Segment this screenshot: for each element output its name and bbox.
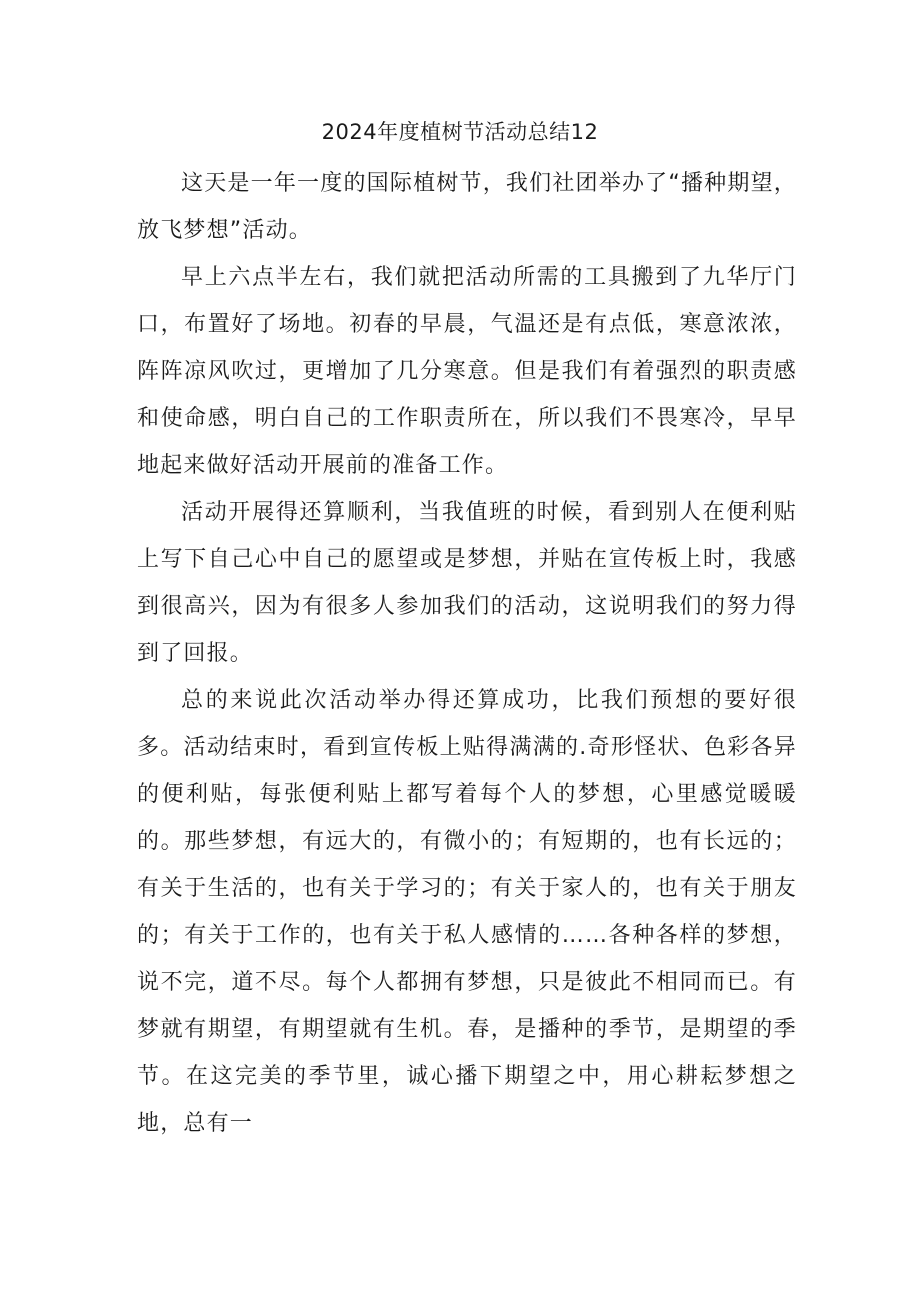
document-body (137, 160, 797, 1147)
paragraph-activity: 活动开展得还算顺利，当我值班的时候，看到别人在便利贴上写下自己心中自己的愿望或是梦想，并贴在宣传板上时，我感到很高兴，因为有很多人参加我们的活动，这说明我们的努力得到了回报。 (137, 500, 797, 666)
paragraph-preparation: 早上六点半左右，我们就把活动所需的工具搬到了九华厅门口，布置好了场地。初春的早晨，气温还是有点低，寒意浓浓，阵阵凉风吹过，更增加了几分寒意。但是我们有着强烈的职责感和使命感，明白自己的工作职责所在，所以我们不畏寒冷，早早地起来做好活动开展前的准备工作。 (137, 265, 797, 478)
paragraph-intro: 这天是一年一度的国际植树节，我们社团举办了“播种期望，放飞梦想”活动。 (137, 171, 797, 243)
document-title: 2024年度植树节活动总结12 (321, 120, 599, 144)
paragraph-summary: 总的来说此次活动举办得还算成功，比我们预想的要好很多。活动结束时，看到宣传板上贴得满满的.奇形怪状、色彩各异的便利贴，每张便利贴上都写着每个人的梦想，心里感觉暖暖的。那些梦想，有远大的，有微小的；有短期的，也有长远的；有关于生活的，也有关于学习的；有关于家人的，也有关于朋友的；有关于工作的，也有关于私人感情的……各种各样的梦想，说不完，道不尽。每个人都拥有梦想，只是彼此不相同而已。有梦就有期望，有期望就有生机。春，是播种的季节，是期望的季节。在这完美的季节里，诚心播下期望之中，用心耕耘梦想之地，总有一 (137, 688, 797, 1136)
